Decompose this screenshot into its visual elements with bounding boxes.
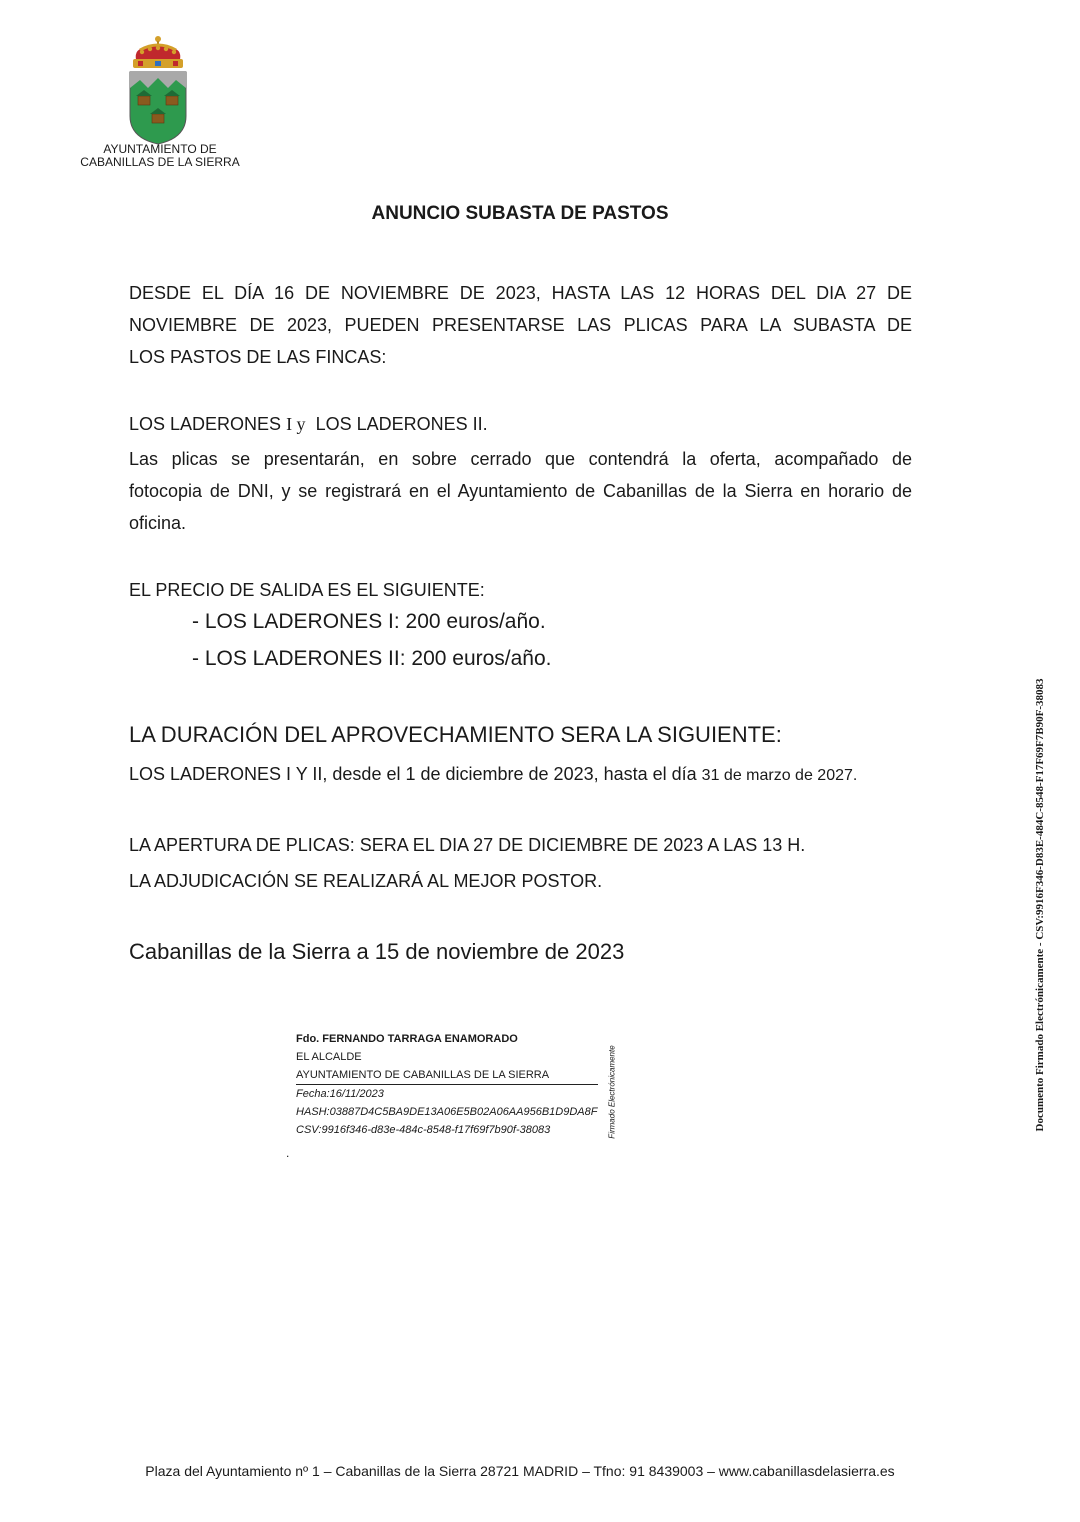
- price-heading: EL PRECIO DE SALIDA ES EL SIGUIENTE:: [129, 580, 485, 600]
- signature-csv: CSV:9916f346-d83e-484c-8548-f17f69f7b90f-38083: [296, 1124, 551, 1136]
- fincas-part-3: LOS LADERONES II.: [305, 414, 488, 434]
- side-csv-stamp: Documento Firmado Electrónicamente - CSV:9916F346-D83E-484C-8548-F17F69F7B90F-38083: [1034, 678, 1046, 1132]
- council-name-line2: CABANILLAS DE LA SIERRA: [80, 155, 240, 169]
- crown-icon: [133, 36, 183, 68]
- plicas-line-1: Las plicas se presentarán, en sobre cerrado que contendrá la oferta, acompañado de: [129, 449, 912, 469]
- council-name-line1: AYUNTAMIENTO DE: [103, 142, 217, 156]
- signed-electronically-label: Firmado Electrónicamente: [607, 1045, 617, 1139]
- footer-address: Plaza del Ayuntamiento nº 1 – Cabanillas de la Sierra 28721 MADRID – Tfno: 91 8439003 – www.cabanillasdelasierra.es: [145, 1463, 895, 1479]
- fincas-part-1: LOS LADERONES: [129, 414, 287, 434]
- price-item-laderones-2: - LOS LADERONES II: 200 euros/año.: [192, 647, 552, 670]
- intro-line-3: LOS PASTOS DE LAS FINCAS:: [129, 347, 387, 367]
- place-and-date: Cabanillas de la Sierra a 15 de noviembre de 2023: [129, 939, 625, 964]
- intro-line-2: NOVIEMBRE DE 2023, PUEDEN PRESENTARSE LAS PLICAS PARA LA SUBASTA DE: [129, 315, 912, 335]
- fincas-line: [129, 408, 488, 440]
- council-name: [60, 143, 260, 169]
- signer-organization: AYUNTAMIENTO DE CABANILLAS DE LA SIERRA: [296, 1066, 598, 1085]
- intro-line-1: DESDE EL DÍA 16 DE NOVIEMBRE DE 2023, HASTA LAS 12 HORAS DEL DIA 27 DE: [129, 283, 912, 303]
- duration-text-part-1: LOS LADERONES I Y II, desde el 1 de diciembre de 2023, hasta el día: [129, 764, 702, 784]
- document-title: ANUNCIO SUBASTA DE PASTOS: [371, 203, 669, 224]
- coat-of-arms-logo: [128, 34, 188, 146]
- award-text: LA ADJUDICACIÓN SE REALIZARÁ AL MEJOR POSTOR.: [129, 871, 603, 891]
- intro-paragraph: [129, 277, 912, 373]
- duration-text: [129, 758, 857, 792]
- signer-role: EL ALCALDE: [296, 1051, 362, 1063]
- signature-block: [296, 1030, 598, 1139]
- duration-text-part-2: 31 de marzo de 2027.: [701, 767, 858, 784]
- shield-icon: [130, 72, 186, 144]
- opening-text: LA APERTURA DE PLICAS: SERA EL DIA 27 DE DICIEMBRE DE 2023 A LAS 13 H.: [129, 835, 806, 855]
- signer-name: Fdo. FERNANDO TARRAGA ENAMORADO: [296, 1033, 518, 1045]
- stray-dot: .: [286, 1146, 290, 1160]
- signature-date: Fecha:16/11/2023: [296, 1088, 384, 1100]
- signature-hash: HASH:03887D4C5BA9DE13A06E5B02A06AA956B1D9DA8F: [296, 1106, 598, 1118]
- plicas-line-2: fotocopia de DNI, y se registrará en el Ayuntamiento de Cabanillas de la Sierra en horario de: [129, 481, 912, 501]
- plicas-line-3: oficina.: [129, 513, 187, 533]
- fincas-part-2: I y: [286, 414, 306, 434]
- plicas-paragraph: [129, 443, 912, 539]
- price-item-laderones-1: - LOS LADERONES I: 200 euros/año.: [192, 610, 546, 633]
- duration-heading: LA DURACIÓN DEL APROVECHAMIENTO SERA LA SIGUIENTE:: [129, 722, 782, 747]
